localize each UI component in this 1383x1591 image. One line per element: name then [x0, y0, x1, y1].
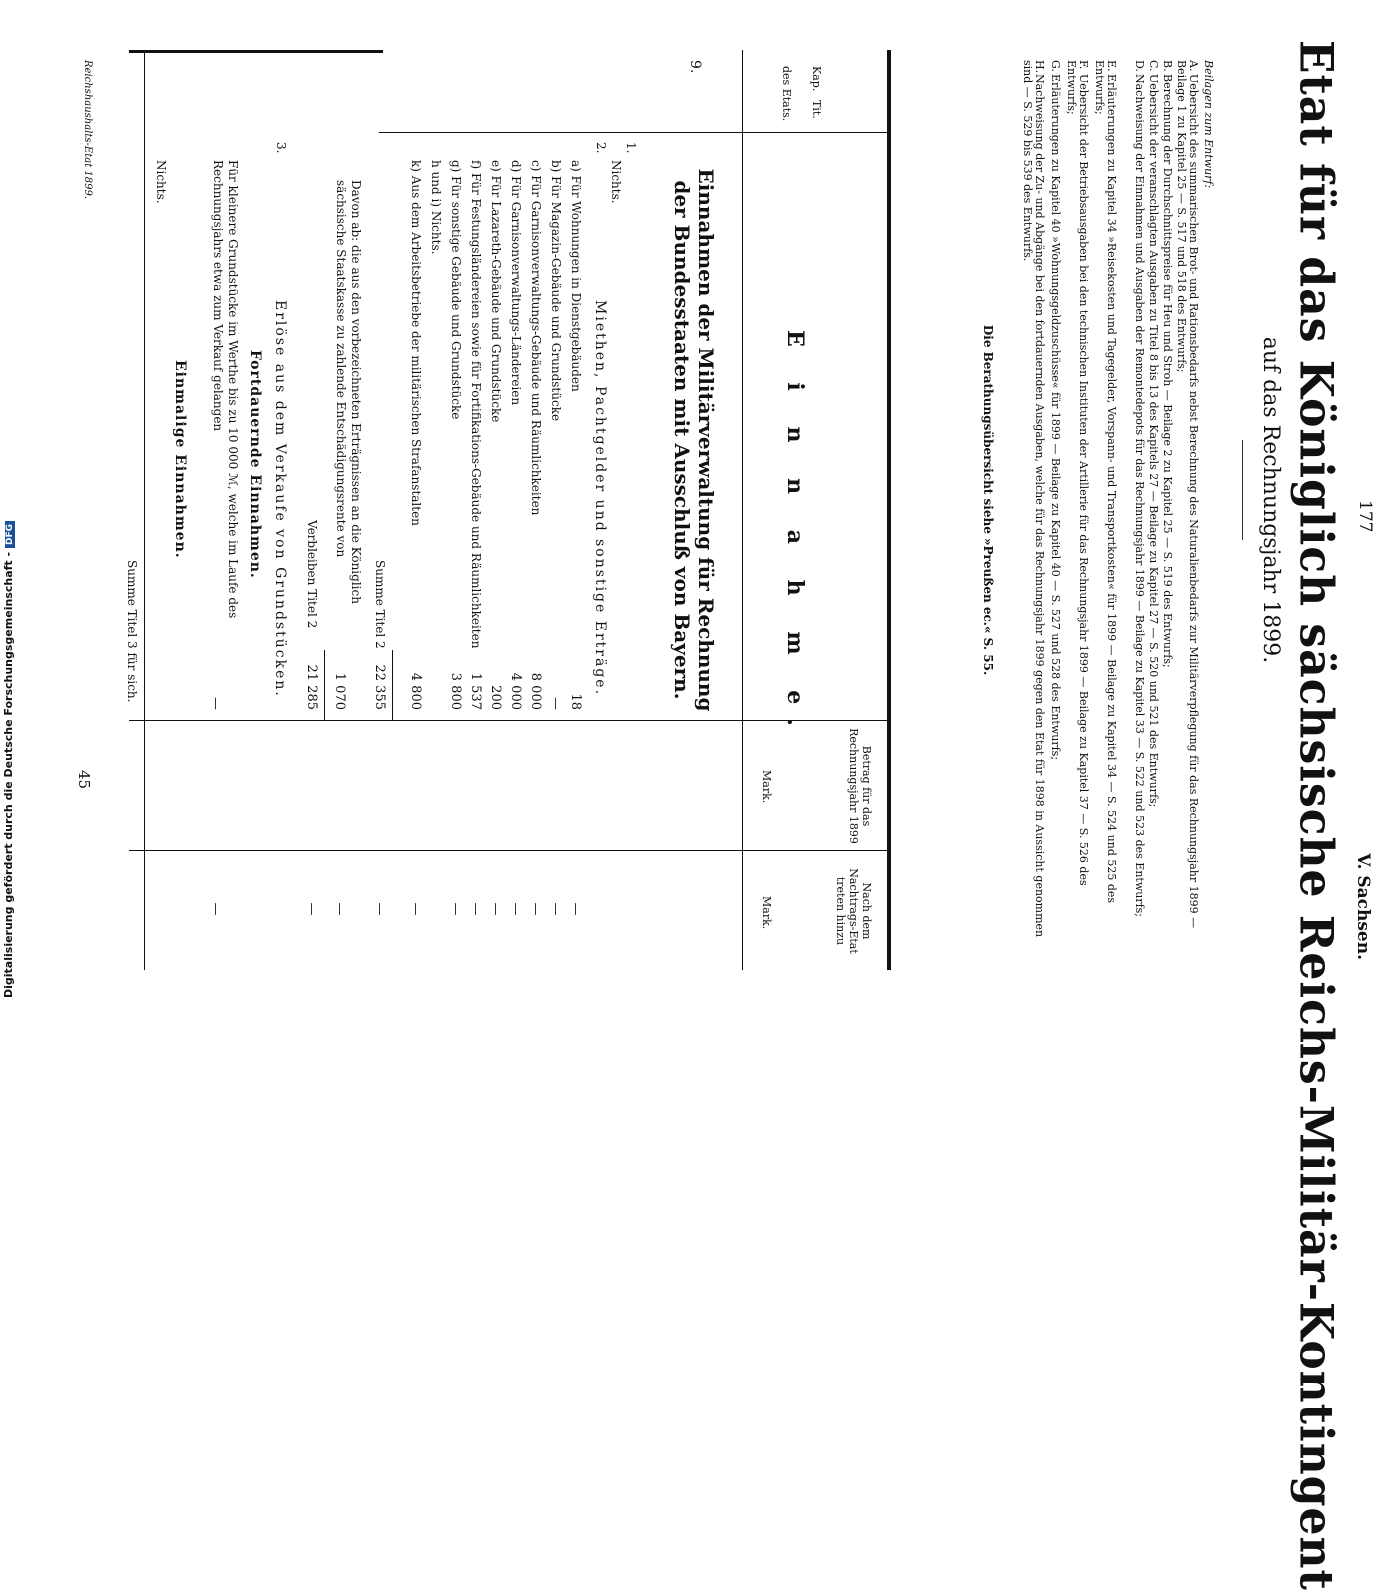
fortdauernde-row: Für kleinere Grundstücke im Werthe bis zu 10 000 ℳ, welche im Laufe des Rechnungsjahrs etwa zum Verkauf gelangen — [211, 160, 240, 619]
beilage-text: Uebersicht der Betriebsausgaben bei den technischen Instituten der Artillerie für das Rechnungsjahr 1899 — Beilage zu Kapitel 37 — S. 526 des Entwurfs; — [1065, 60, 1090, 886]
einmalige-nichts: Nichts. — [154, 160, 168, 204]
income-row-addition: — — [408, 902, 423, 916]
beilage-letter: G. — [1049, 60, 1062, 72]
income-row-label: h und i) Nichts. — [429, 160, 443, 255]
amount-unit: Mark. — [760, 770, 773, 804]
verbleiben-addition: — — [304, 902, 319, 916]
table-header-rule — [742, 50, 743, 970]
beilage-text: Uebersicht des summarischen Brot- und Rationsbedarfs nebst Berechnung des Naturalienbedarfs zur Militärverpflegung für das Rechnungsjahr 1899 — Beilage 1 zu Kapitel 25 — S. 517 und 518 des Entwurfs; — [1175, 60, 1200, 929]
income-row-value: 18 — [568, 693, 583, 710]
verbleiben-label: Verbleiben Titel 2 — [305, 520, 319, 629]
amount-col-divider — [129, 720, 889, 721]
beilage-text: Berechnung der Durchschnittspreise für Heu und Stroh — Beilage 2 zu Kapitel 25 — S. 519 des Entwurfs; — [1161, 74, 1174, 668]
document-subtitle: auf das Rechnungsjahr 1899. — [1258, 336, 1283, 664]
remainder-rule — [324, 650, 325, 720]
income-row-addition: — — [448, 902, 463, 916]
beilage-letter: F. — [1077, 60, 1090, 70]
income-row-value: 4 000 — [508, 672, 523, 710]
fortdauernde-heading: Fortdauernde Einnahmen. — [247, 350, 263, 579]
income-row-value: — — [548, 697, 563, 710]
income-row-value: 8 000 — [528, 672, 543, 710]
tit-2-heading: Miethen, Pachtgelder und sonstige Erträge. — [592, 300, 608, 697]
section-label: V. Sachsen. — [1353, 853, 1373, 960]
addition-col-header: Nach dem Nachtrags-Etat treten hinzu — [834, 868, 873, 954]
table-bottom-rule — [144, 50, 145, 970]
beilage-letter: H. — [1033, 60, 1046, 74]
fortdauernde-value: — — [208, 697, 223, 710]
beilage-text: Erläuterungen zu Kapitel 40 »Wohnungsgeldzuschüsse« für 1899 — Beilage zu Kapitel 40 — S. 527 und 528 des Entwurfs; — [1049, 74, 1062, 761]
income-row-label: c) Für Garnisonverwaltungs-Gebäude und Räumlichkeiten — [529, 160, 543, 516]
beratung-note: Die Berathungsübersicht siehe »Preußen ec.« S. 55. — [981, 324, 995, 676]
footer-page-number: 45 — [75, 770, 93, 790]
beilage-item — [1133, 60, 1145, 940]
des-etats-header: des Etats. — [780, 66, 793, 122]
main-heading: Einnahmen der Militärverwaltung für Rechnung der Bundesstaaten mit Ausschluß von Bayern. — [670, 168, 718, 712]
addition-unit: Mark. — [760, 896, 773, 930]
beilage-item — [1049, 60, 1061, 940]
tit-3-heading: Erlöse aus dem Verkaufe von Grundstücken. — [272, 300, 288, 698]
beilage-item — [1147, 60, 1159, 940]
income-row-value: 4 800 — [408, 672, 423, 710]
title-divider — [1242, 440, 1243, 540]
table-top-rule — [887, 50, 891, 970]
dfg-logo: DFG — [5, 521, 15, 548]
income-row-addition: — — [488, 902, 503, 916]
income-row-addition: — — [568, 902, 583, 916]
kap-col-divider — [379, 132, 889, 133]
page-number: 177 — [1355, 500, 1375, 533]
einmalige-heading: Einmalige Einnahmen. — [172, 360, 188, 559]
income-row-label: e) Für Lazareth-Gebäude und Grundstücke — [489, 160, 503, 423]
davon-ab-text: Davon ab: die aus den vorbezeichneten Erträgnissen an die Königlich sächsische Staatskasse zu zahlende Entschädigungsrente von — [334, 180, 363, 604]
beilage-letter: C. — [1147, 60, 1160, 72]
tit-2-number: 2. — [594, 142, 608, 154]
income-row-value: 200 — [488, 685, 503, 710]
credit-text: Digitalisierung gefördert durch die Deutsche Forschungsgemeinschaft - — [2, 551, 15, 998]
einnahme-heading: E i n n a h m e. — [782, 330, 808, 740]
kap-number: 9. — [687, 60, 703, 74]
tit-1-number: 1. — [624, 142, 638, 154]
subtotal-rule — [392, 650, 393, 720]
beilage-item — [1175, 60, 1199, 940]
beilage-letter: E. — [1105, 60, 1118, 72]
beilage-text: Erläuterungen zu Kapitel 34 »Reisekosten und Tagegelder, Vorspann- und Transportkosten« für 1899 — Beilage zu Kapitel 34 — S. 524 und 525 des Entwurfs; — [1093, 60, 1118, 904]
verbleiben-value: 21 285 — [304, 664, 319, 710]
kap-header: Kap. — [810, 66, 823, 92]
beilage-text: Uebersicht der veranschlagten Ausgaben zu Titel 8 bis 13 des Kapitels 27 — Beilage zu Kapitel 27 — S. 520 und 521 des Entwurfs; — [1147, 74, 1160, 808]
beilage-letter: D. — [1133, 60, 1146, 72]
income-row-addition: — — [548, 902, 563, 916]
beilage-item — [1065, 60, 1089, 940]
summe-tit2-label: Summe Titel 2 — [373, 560, 387, 649]
left-thick-rule — [129, 50, 383, 53]
beilage-text: Nachweisung der Zu- und Abgänge bei den fortdauernden Ausgaben, welche für das Rechnungsjahr 1899 gegen den Etat für 1898 in Aussicht genommen sind — S. 529 bis 539 des Entwurfs. — [1021, 60, 1046, 938]
digitization-credit — [2, 0, 22, 998]
addition-col-divider — [129, 850, 889, 851]
beilage-item — [1093, 60, 1117, 940]
beilage-item — [1161, 60, 1173, 940]
income-row-label: b) Für Magazin-Gebäude und Grundstücke — [549, 160, 563, 422]
income-row-label: k) Aus dem Arbeitsbetriebe der militärischen Strafanstalten — [409, 160, 423, 526]
beilage-letter: B. — [1161, 60, 1174, 72]
fortdauernde-addition: — — [208, 902, 223, 916]
tit-header: Tit. — [810, 100, 823, 119]
summe-tit3-label: Summe Titel 3 für sich. — [125, 560, 139, 703]
tit-1-nichts: Nichts. — [609, 160, 623, 204]
davon-ab-addition: — — [332, 902, 347, 916]
document-title: Etat für das Königlich sächsische Reichs-Militär-Kontingent — [1288, 40, 1343, 1591]
beilagen-heading: Beilagen zum Entwurf: — [1202, 60, 1215, 189]
page-header — [1345, 40, 1375, 960]
amount-col-header: Betrag für das Rechnungsjahr 1899 — [847, 728, 873, 844]
income-row-addition: — — [468, 902, 483, 916]
beilage-letter: A. — [1187, 60, 1200, 72]
income-row-value: 1 537 — [468, 672, 483, 710]
davon-ab-value: 1 070 — [332, 672, 347, 710]
footer-left: Reichshaushalts-Etat 1899. — [82, 60, 93, 200]
summe-tit2-addition: — — [372, 902, 387, 916]
income-row-label: d) Für Garnisonverwaltungs-Ländereien — [509, 160, 523, 406]
beilage-item — [1021, 60, 1045, 940]
income-row-value: 3 800 — [448, 672, 463, 710]
income-row-label: f) Für Festungsländereien sowie für Fortifikations-Gebäude und Räumlichkeiten — [469, 160, 483, 649]
summe-tit2-value: 22 355 — [372, 664, 387, 710]
income-row-addition: — — [528, 902, 543, 916]
income-row-addition: — — [508, 902, 523, 916]
tit-3-number: 3. — [274, 142, 288, 154]
income-row-label: a) Für Wohnungen in Dienstgebäuden — [569, 160, 583, 392]
beilage-text: Nachweisung der Einnahmen und Ausgaben der Remontedepots für das Rechnungsjahr 1899 — Beilage zu Kapitel 33 — S. 522 und 523 des Entwurfs; — [1133, 74, 1146, 918]
income-row-label: g) Für sonstige Gebäude und Grundstücke — [449, 160, 463, 420]
